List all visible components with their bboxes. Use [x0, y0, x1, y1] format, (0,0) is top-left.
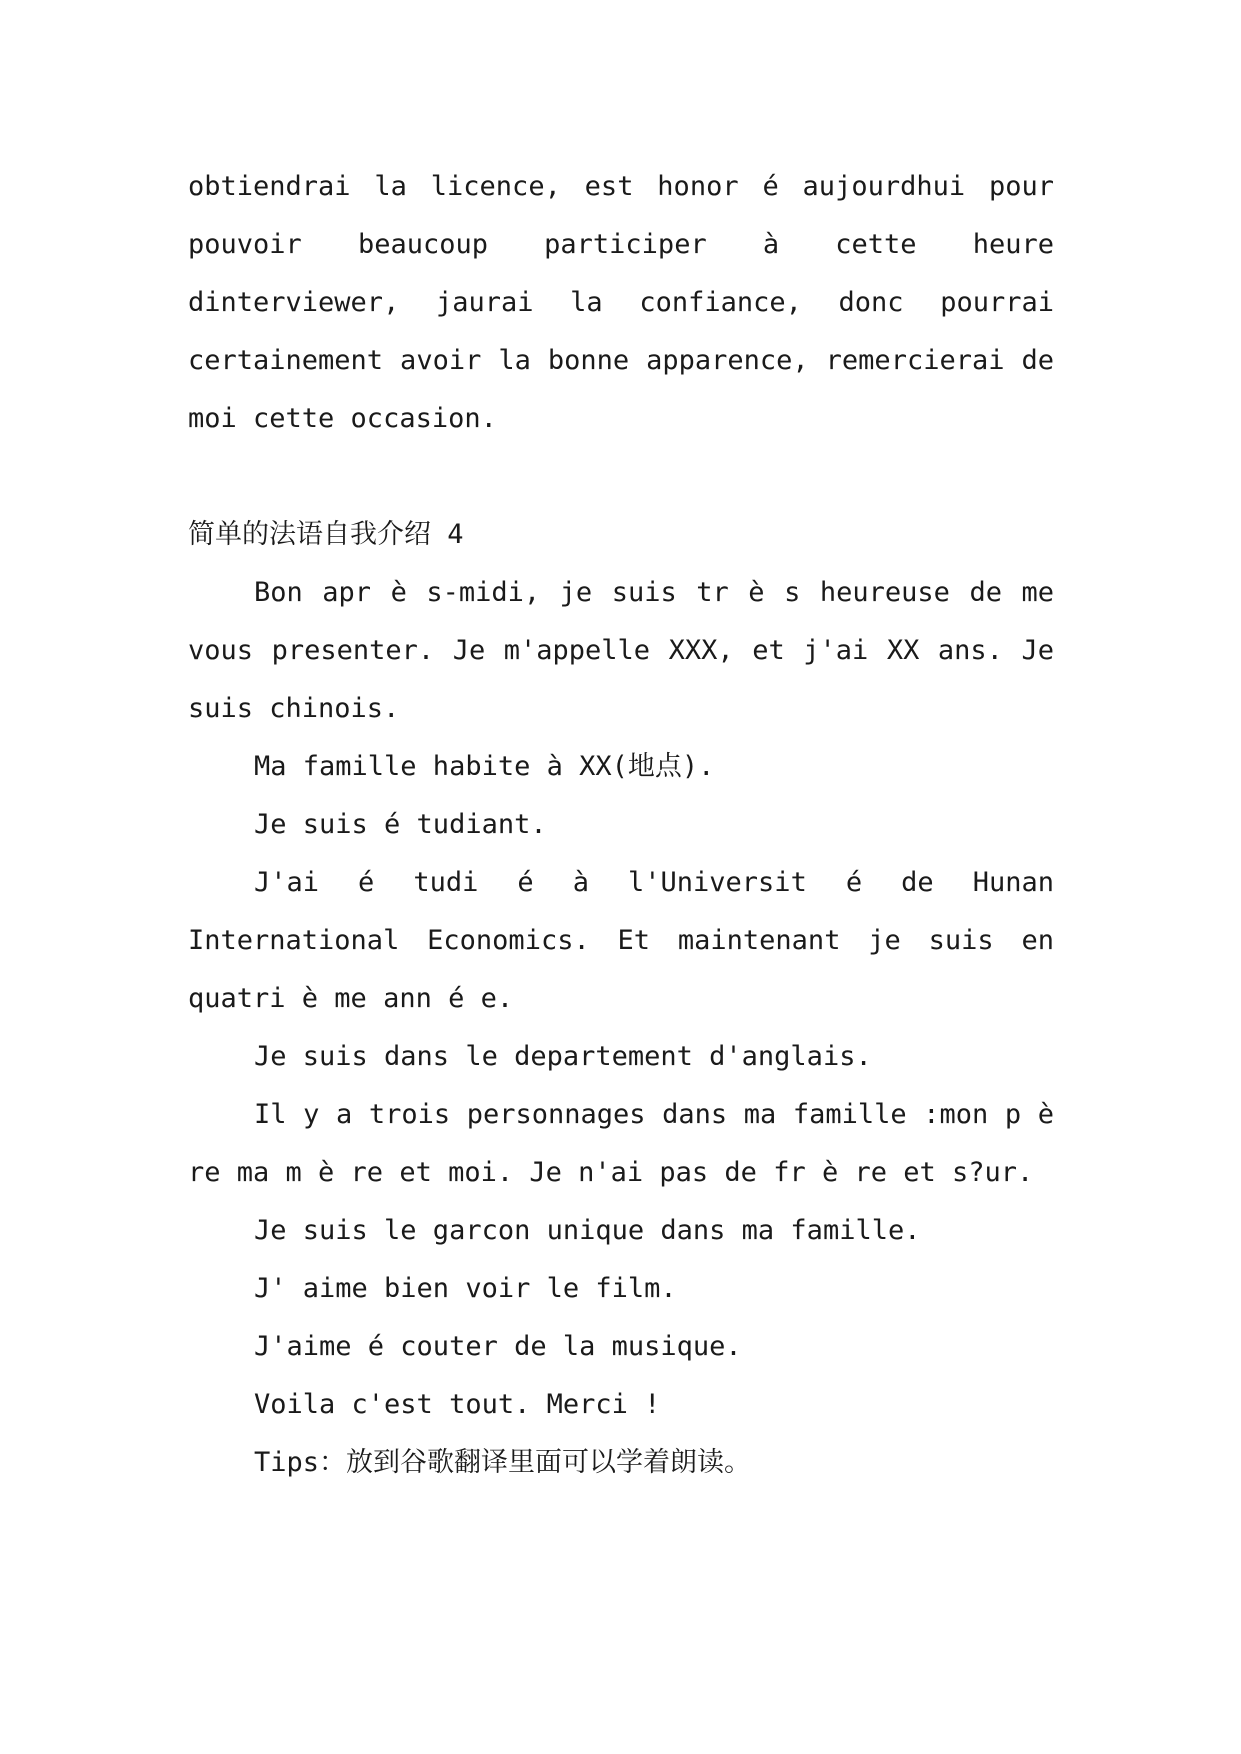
continuation-paragraph: obtiendrai la licence, est honor é aujourdhui pour pouvoir beaucoup participer à cette heure dinterviewer, jaurai la confiance, donc pourrai certainement avoir la bonne apparence, remercierai de moi cette occasion.: [188, 171, 1054, 434]
paragraph-closing: Voila c'est tout. Merci !: [254, 1389, 661, 1420]
paragraph-family-location: Ma famille habite à XX(地点).: [254, 751, 715, 782]
paragraph-student: Je suis é tudiant.: [254, 809, 547, 840]
paragraph-family-members: Il y a trois personnages dans ma famille :mon p è re ma m è re et moi. Je n'ai pas de fr è re et s?ur.: [188, 1099, 1054, 1188]
section-gap: [188, 448, 1054, 506]
paragraph-music: J'aime é couter de la musique.: [254, 1331, 742, 1362]
paragraph-film: J' aime bien voir le film.: [254, 1273, 677, 1304]
paragraph-department: Je suis dans le departement d'anglais.: [254, 1041, 872, 1072]
paragraph-university: J'ai é tudi é à l'Universit é de Hunan International Economics. Et maintenant je suis en quatri è me ann é e.: [188, 867, 1054, 1014]
section-heading: 简单的法语自我介绍 4: [188, 519, 464, 550]
document-body: [188, 158, 1054, 1492]
paragraph-only-son: Je suis le garcon unique dans ma famille.: [254, 1215, 921, 1246]
paragraph-greeting: Bon apr è s-midi, je suis tr è s heureuse de me vous presenter. Je m'appelle XXX, et j'ai XX ans. Je suis chinois.: [188, 577, 1054, 724]
paragraph-tips: Tips：放到谷歌翻译里面可以学着朗读。: [254, 1447, 752, 1478]
